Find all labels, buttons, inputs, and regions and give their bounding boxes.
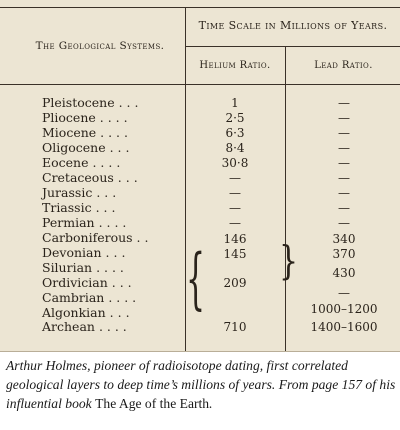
leader-dots: . . . <box>117 170 138 185</box>
helium-value: 209 <box>223 276 247 290</box>
column-divider-ratios <box>285 46 286 351</box>
lead-value: — <box>338 111 350 125</box>
header-time-scale: Time Scale in Millions of Years. <box>198 19 388 32</box>
leader-dots: . . . <box>118 95 139 110</box>
leader-dots: . . . <box>109 140 130 155</box>
leader-dots: . . . . <box>108 290 137 305</box>
helium-value: 146 <box>223 232 247 246</box>
lead-value: — <box>338 216 350 230</box>
lead-value: — <box>338 201 350 215</box>
leader-dots: . . . <box>96 185 117 200</box>
lead-value: — <box>338 186 350 200</box>
image-caption <box>6 356 396 413</box>
helium-value: 6·3 <box>225 126 245 140</box>
caption-end: . <box>209 396 213 411</box>
helium-value: 8·4 <box>225 141 245 155</box>
lead-value: 370 <box>332 247 356 261</box>
system-name: Algonkian <box>42 305 106 320</box>
lead-value: 340 <box>332 232 356 246</box>
system-name: Devonian <box>42 245 102 260</box>
system-name: Ordivician <box>42 275 108 290</box>
leader-dots: . . . <box>105 245 126 260</box>
header-lead-ratio: Lead Ratio. <box>314 60 373 71</box>
leader-dots: . . . . <box>92 155 121 170</box>
helium-value: — <box>229 216 241 230</box>
header-helium-ratio: Helium Ratio. <box>199 60 271 71</box>
helium-value: 710 <box>223 320 247 334</box>
lead-value: 1400–1600 <box>310 320 378 334</box>
helium-value: 2·5 <box>225 111 245 125</box>
lead-value: 1000–1200 <box>310 302 378 316</box>
system-name: Eocene <box>42 155 89 170</box>
system-name: Pliocene <box>42 110 96 125</box>
table-top-rule <box>0 7 400 8</box>
helium-value: — <box>229 201 241 215</box>
caption-text: Arthur Holmes, pioneer of radioisotope dating, first correlated geological layers to deep time’s millions of years. From page 157 of his influential book <box>6 358 396 411</box>
lead-value: — <box>338 286 350 300</box>
helium-value: — <box>229 171 241 185</box>
header-divider-right <box>186 46 400 47</box>
system-name: Carboniferous <box>42 230 133 245</box>
left-brace-symbol: { <box>186 241 206 319</box>
leader-dots: . . <box>136 230 149 245</box>
leader-dots: . . . . <box>98 215 127 230</box>
leader-dots: . . . <box>95 200 116 215</box>
system-name: Archean <box>42 319 95 334</box>
leader-dots: . . . . <box>100 125 128 140</box>
lead-value: — <box>338 126 350 140</box>
system-name: Cambrian <box>42 290 105 305</box>
right-brace-symbol: } <box>279 239 299 285</box>
system-name: Pleistocene <box>42 95 115 110</box>
book-title: The Age of the Earth <box>95 396 210 411</box>
system-name: Miocene <box>42 125 97 140</box>
leader-dots: . . . . <box>99 110 128 125</box>
helium-value: 1 <box>231 96 239 110</box>
system-name: Silurian <box>42 260 93 275</box>
lead-value: — <box>338 96 350 110</box>
leader-dots: . . . <box>111 275 132 290</box>
system-name: Cretaceous <box>42 170 114 185</box>
leader-dots: . . . . <box>96 260 124 275</box>
lead-value: — <box>338 141 350 155</box>
lead-value: 430 <box>332 266 356 280</box>
system-name: Jurassic <box>42 185 93 200</box>
system-name: Permian <box>42 215 95 230</box>
system-name: Oligocene <box>42 140 106 155</box>
leader-dots: . . . . <box>98 319 127 334</box>
helium-value: 145 <box>223 247 247 261</box>
leader-dots: . . . <box>109 305 130 320</box>
helium-value: 30·8 <box>221 156 249 170</box>
header-bottom-rule <box>0 84 400 85</box>
header-geological-systems: The Geological Systems. <box>35 40 165 52</box>
lead-value: — <box>338 171 350 185</box>
lead-value: — <box>338 156 350 170</box>
helium-value: — <box>229 186 241 200</box>
system-name: Triassic <box>42 200 92 215</box>
